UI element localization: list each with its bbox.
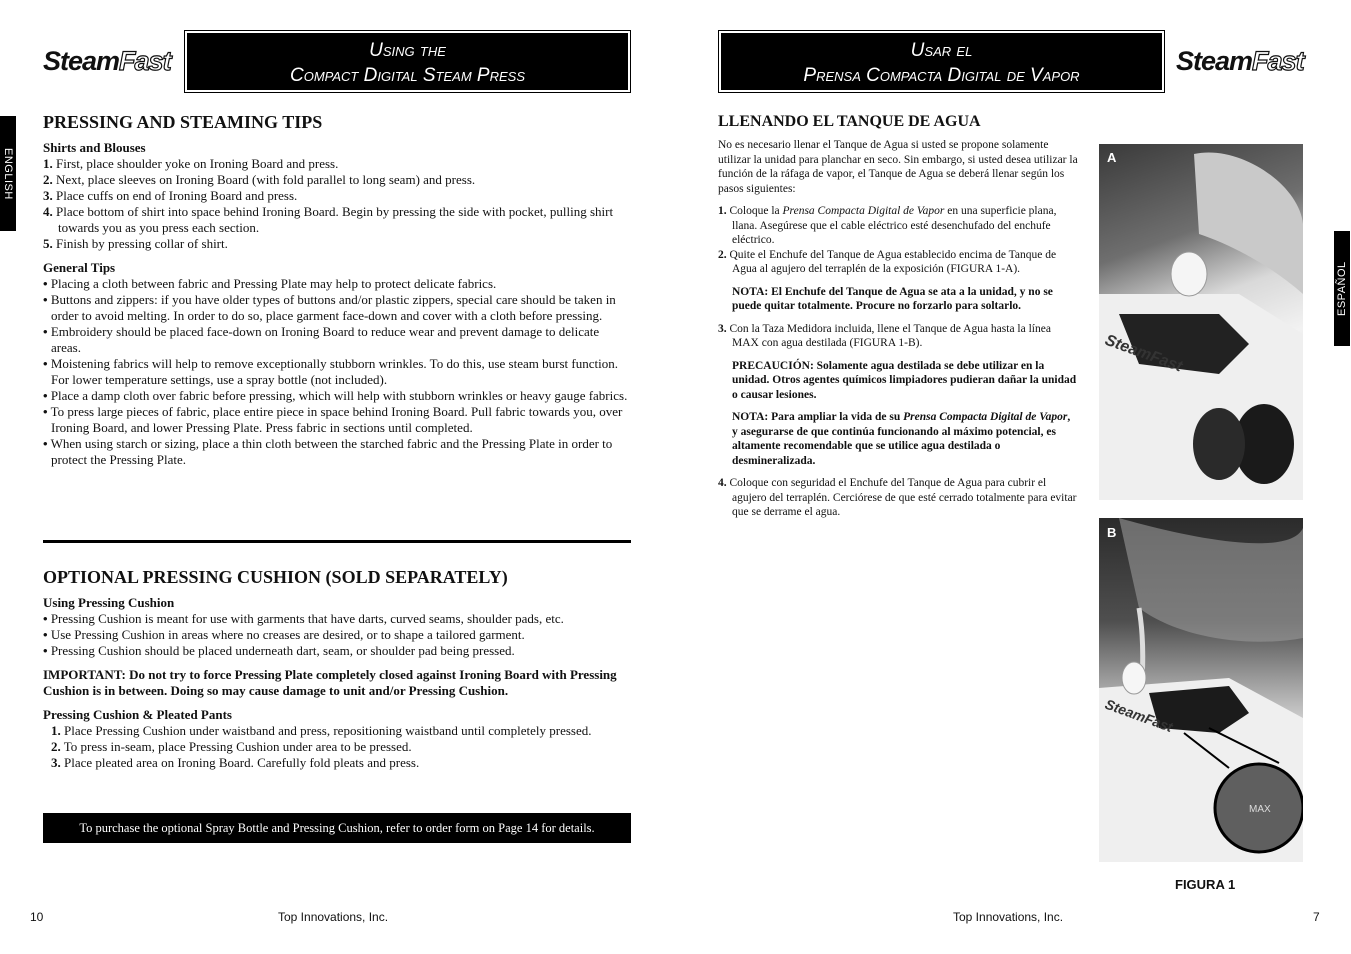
- shirts-step: 1. First, place shoulder yoke on Ironing Board and press.: [43, 156, 339, 171]
- side-tab-espanol: ESPAÑOL: [1334, 231, 1350, 346]
- general-tip: • Buttons and zippers: if you have older types of buttons and/or plastic zippers, special care should be taken in order to avoid melting. In order to do so, place garment face-down and cover with a cloth before pressing.: [43, 292, 616, 323]
- page-number-left: 10: [30, 910, 44, 924]
- shirts-step: 2. Next, place sleeves on Ironing Board (with fold parallel to long seam) and press.: [43, 172, 476, 187]
- figure-a-photo: [1099, 144, 1303, 500]
- steamfast-logo-left: [43, 48, 171, 75]
- cushion-heading: OPTIONAL PRESSING CUSHION (SOLD SEPARATELY): [43, 567, 508, 587]
- pleated-pants-heading: Pressing Cushion & Pleated Pants: [43, 707, 232, 722]
- product-logo-a: SteamFast: [1102, 331, 1185, 376]
- cushion-tip: • Pressing Cushion should be placed underneath dart, seam, or shoulder pad being pressed.: [43, 643, 515, 658]
- general-tip: • To press large pieces of fabric, place entire piece in space behind Ironing Board. Pull fabric towards you, over Ironing Board, and lower Pressing Plate. Press fabric in sections until completed.: [43, 404, 623, 435]
- general-tip: • Placing a cloth between fabric and Pressing Plate may help to protect delicate fabrics.: [43, 276, 497, 291]
- shirts-step: 4. Place bottom of shirt into space behind Ironing Board. Begin by pressing the side with pocket, pulling shirt towards you as you press each section.: [43, 204, 614, 235]
- logo-fast: Fast: [119, 46, 171, 76]
- pants-step: 1. Place Pressing Cushion under waistband and press, repositioning waistband until completely pressed.: [51, 723, 592, 738]
- title-box-right: [718, 30, 1165, 93]
- pleated-pants-steps: [43, 723, 631, 771]
- purchase-banner: To purchase the optional Spray Bottle and Pressing Cushion, refer to order form on Page 14 for details.: [43, 813, 631, 843]
- title-line2: Prensa Compacta Digital de Vapor: [803, 65, 1080, 86]
- figure-b-illustration: [1099, 518, 1303, 862]
- general-tip: • Place a damp cloth over fabric before pressing, which will help with stubborn wrinkles or heavy gauge fabrics.: [43, 388, 628, 403]
- tank-section: [718, 113, 1078, 520]
- title-box-left: [184, 30, 631, 93]
- max-mark: MAX: [1249, 804, 1271, 815]
- figure-a-label: A: [1107, 150, 1117, 165]
- using-cushion-heading: Using Pressing Cushion: [43, 595, 175, 610]
- tank-step: 1. Coloque la Prensa Compacta Digital de Vapor en una superficie plana, llana. Asegúrese que el cable eléctrico esté desenchufado del enchufe eléctrico.: [718, 205, 1057, 246]
- using-cushion-list: [43, 611, 631, 659]
- cushion-tip: • Pressing Cushion is meant for use with garments that have darts, curved seams, shoulder pads, etc.: [43, 611, 564, 626]
- cushion-section: [43, 567, 631, 771]
- pants-step: 3. Place pleated area on Ironing Board. Carefully fold pleats and press.: [51, 755, 420, 770]
- tank-step: 2. Quite el Enchufe del Tanque de Agua establecido encima de Tanque de Agua al agujero del terraplén de la exposición (FIGURA 1-A).: [718, 248, 1057, 275]
- tank-note-2: NOTA: Para ampliar la vida de su Prensa Compacta Digital de Vapor, y asegurarse de que continúa funcionando al máximo potencial, es altamente recomendable que se utilice agua destilada o desmineralizada.: [732, 411, 1071, 467]
- tank-step: 3. Con la Taza Medidora incluida, llene el Tanque de Agua hasta la línea MAX con agua destilada (FIGURA 1-B).: [718, 322, 1051, 349]
- title-line1: Usar el: [910, 40, 973, 61]
- figure-b-photo: [1099, 518, 1303, 862]
- product-logo-b: SteamFast: [1102, 695, 1175, 736]
- section-divider: [43, 540, 631, 543]
- steamfast-logo-right: [1176, 48, 1304, 75]
- general-tip: • When using starch or sizing, place a thin cloth between the starched fabric and the Pressing Plate in order to protect the Pressing Plate.: [43, 436, 613, 467]
- pants-step: 2. To press in-seam, place Pressing Cushion under area to be pressed.: [51, 739, 412, 754]
- cushion-tip: • Use Pressing Cushion in areas where no creases are desired, or to shape a tailored garment.: [43, 627, 525, 642]
- tank-step: 4. Coloque con seguridad el Enchufe del Tanque de Agua para cubrir el agujero del terraplén. Cerciórese de que esté cerrado totalmente para evitar que se derrame el agua.: [718, 477, 1077, 518]
- side-tab-english: ENGLISH: [0, 116, 16, 231]
- tank-note: NOTA: El Enchufe del Tanque de Agua se ata a la unidad, y no se puede quitar totalmente. Procure no forzarlo para soltarlo.: [732, 285, 1053, 312]
- tips-section: [43, 112, 631, 468]
- important-note: IMPORTANT: Do not try to force Pressing Plate completely closed against Ironing Board with Pressing Cushion is in between. Doing so may cause damage to unit and/or Pressing Cushion.: [43, 667, 617, 698]
- footer-company-right: Top Innovations, Inc.: [953, 910, 1064, 924]
- page-number-right: 7: [1313, 910, 1320, 924]
- logo-fast: Fast: [1252, 46, 1304, 76]
- footer-company-left: Top Innovations, Inc.: [278, 910, 389, 924]
- figure-a-illustration: [1099, 144, 1303, 500]
- logo-steam: Steam: [1176, 46, 1253, 76]
- tank-caution: PRECAUCIÓN: Solamente agua destilada se debe utilizar en la unidad. Otros agentes químicos limpiadores pudieran dañar la unidad o causar lesiones.: [732, 359, 1077, 401]
- general-tip: • Embroidery should be placed face-down on Ironing Board to reduce wear and prevent damage to delicate areas.: [43, 324, 600, 355]
- logo-steam: Steam: [43, 46, 120, 76]
- title-line2: Compact Digital Steam Press: [290, 65, 525, 86]
- general-tips-heading: General Tips: [43, 260, 116, 275]
- figure-b-label: B: [1107, 525, 1117, 540]
- tips-heading: PRESSING AND STEAMING TIPS: [43, 112, 323, 132]
- shirts-step: 5. Finish by pressing collar of shirt.: [43, 236, 228, 251]
- general-tip: • Moistening fabrics will help to remove exceptionally stubborn wrinkles. To do this, use steam burst function. For lower temperature settings, use a spray bottle (not included).: [43, 356, 618, 387]
- figure-caption: FIGURA 1: [1175, 877, 1236, 892]
- shirts-step: 3. Place cuffs on end of Ironing Board and press.: [43, 188, 298, 203]
- shirts-heading: Shirts and Blouses: [43, 140, 146, 155]
- general-tips-list: [43, 276, 631, 468]
- title-line1: Using the: [369, 40, 446, 61]
- tank-heading: LLENANDO EL TANQUE DE AGUA: [718, 113, 981, 130]
- tank-intro: No es necesario llenar el Tanque de Agua si usted se propone solamente utilizar la unidad para planchar en seco. Sin embargo, si usted desea utilizar la función de la ráfaga de vapor, el Tanque de Agua se deberá llenar según los pasos siguientes:: [718, 139, 1078, 195]
- shirts-steps: [43, 156, 631, 252]
